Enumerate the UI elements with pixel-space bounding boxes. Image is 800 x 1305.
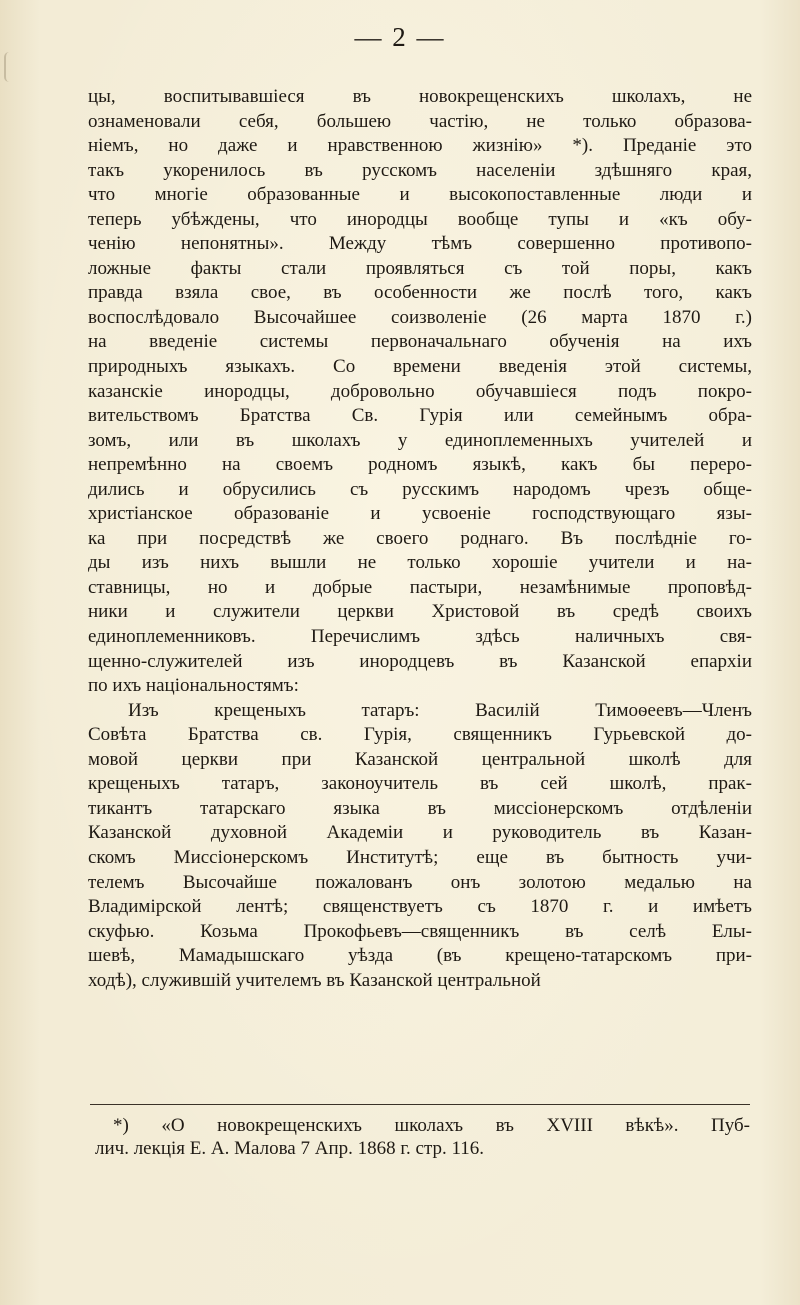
body-line: ложные факты стали проявляться съ той поры, какъ [88, 257, 752, 279]
footnote-line: *) «О новокрещенскихъ школахъ въ XVIII вѣкѣ». Пуб- [113, 1115, 750, 1136]
body-line: природныхъ языкахъ. Со времени введенія этой системы, [88, 356, 752, 378]
page-number: — 2 — [354, 22, 446, 52]
body-line: ознаменовали себя, большею частію, не только образова- [88, 110, 752, 132]
body-line: крещеныхъ татаръ, законоучитель въ сей школѣ, прак- [88, 773, 752, 795]
body-line: зомъ, или въ школахъ у единоплеменныхъ учителей и [88, 429, 752, 451]
body-line: единоплеменниковъ. Перечислимъ здѣсь наличныхъ свя- [88, 626, 752, 648]
body-line: ники и служители церкви Христовой въ средѣ своихъ [88, 601, 752, 623]
body-line: правда взяла свое, въ особенности же послѣ того, какъ [88, 282, 752, 304]
body-line: ды изъ нихъ вышли не только хорошіе учители и на- [88, 552, 752, 574]
footnote-line: лич. лекція Е. А. Малова 7 Апр. 1868 г. стр. 116. [95, 1138, 485, 1159]
body-line: воспослѣдовало Высочайшее соизволеніе (26 марта 1870 г.) [88, 306, 752, 328]
body-line: щенно-служителей изъ инородцевъ въ Казанской епархіи [88, 650, 752, 672]
body-line: Совѣта Братства св. Гурія, священникъ Гурьевской до- [88, 724, 752, 746]
body-line: тикантъ татарскаго языка въ миссіонерскомъ отдѣленіи [88, 797, 752, 819]
body-line: вительствомъ Братства Св. Гурія или семейнымъ обра- [88, 405, 752, 427]
body-line: что многіе образованные и высокопоставленные люди и [88, 184, 752, 206]
body-line: ходѣ), служившій учителемъ въ Казанской центральной [88, 969, 541, 991]
body-line: казанскіе инородцы, добровольно обучавшіеся подъ покро- [88, 380, 752, 402]
body-line: Владимірской лентѣ; священствуетъ съ 1870 г. и имѣетъ [88, 896, 752, 918]
body-line: ніемъ, но даже и нравственною жизнію» *). Преданіе это [88, 135, 752, 157]
body-line: непремѣнно на своемъ родномъ языкѣ, какъ бы переро- [88, 454, 752, 476]
body-line: ка при посредствѣ же своего роднаго. Въ послѣдніе го- [88, 527, 752, 549]
body-line: цы, воспитывавшіеся въ новокрещенскихъ школахъ, не [88, 86, 752, 107]
body-line: шевѣ, Мамадышскаго уѣзда (въ крещено-татарскомъ при- [88, 945, 752, 967]
body-line: мовой церкви при Казанской центральной школѣ для [88, 748, 752, 770]
body-text [88, 85, 752, 993]
footnote [95, 1114, 750, 1160]
body-line: ченію непонятны». Между тѣмъ совершенно противопо- [88, 233, 752, 255]
body-line: на введеніе системы первоначальнаго обученія на ихъ [88, 331, 752, 353]
body-line: теперь убѣждены, что инородцы вообще тупы и «къ обу- [88, 208, 752, 230]
body-line: скуфью. Козьма Прокофьевъ—священникъ въ селѣ Елы- [88, 920, 752, 942]
body-line: телемъ Высочайше пожалованъ онъ золотою медалью на [88, 871, 752, 893]
body-line: ставницы, но и добрые пастыри, незамѣнимые проповѣд- [88, 576, 752, 598]
body-line: по ихъ національностямъ: [88, 675, 299, 697]
binding-mark [4, 52, 14, 82]
body-line: скомъ Миссіонерскомъ Институтѣ; еще въ бытность учи- [88, 846, 752, 868]
body-line: Казанской духовной Академіи и руководитель въ Казан- [88, 822, 752, 844]
footnote-rule [90, 1104, 750, 1105]
body-line: такъ укоренилось въ русскомъ населеніи здѣшняго края, [88, 159, 752, 181]
body-line: дились и обрусились съ русскимъ народомъ чрезъ обще- [88, 478, 752, 500]
body-line: Изъ крещеныхъ татаръ: Василій Тимоѳеевъ—Членъ [128, 699, 752, 721]
body-line: христіанское образованіе и усвоеніе господствующаго язы- [88, 503, 752, 525]
